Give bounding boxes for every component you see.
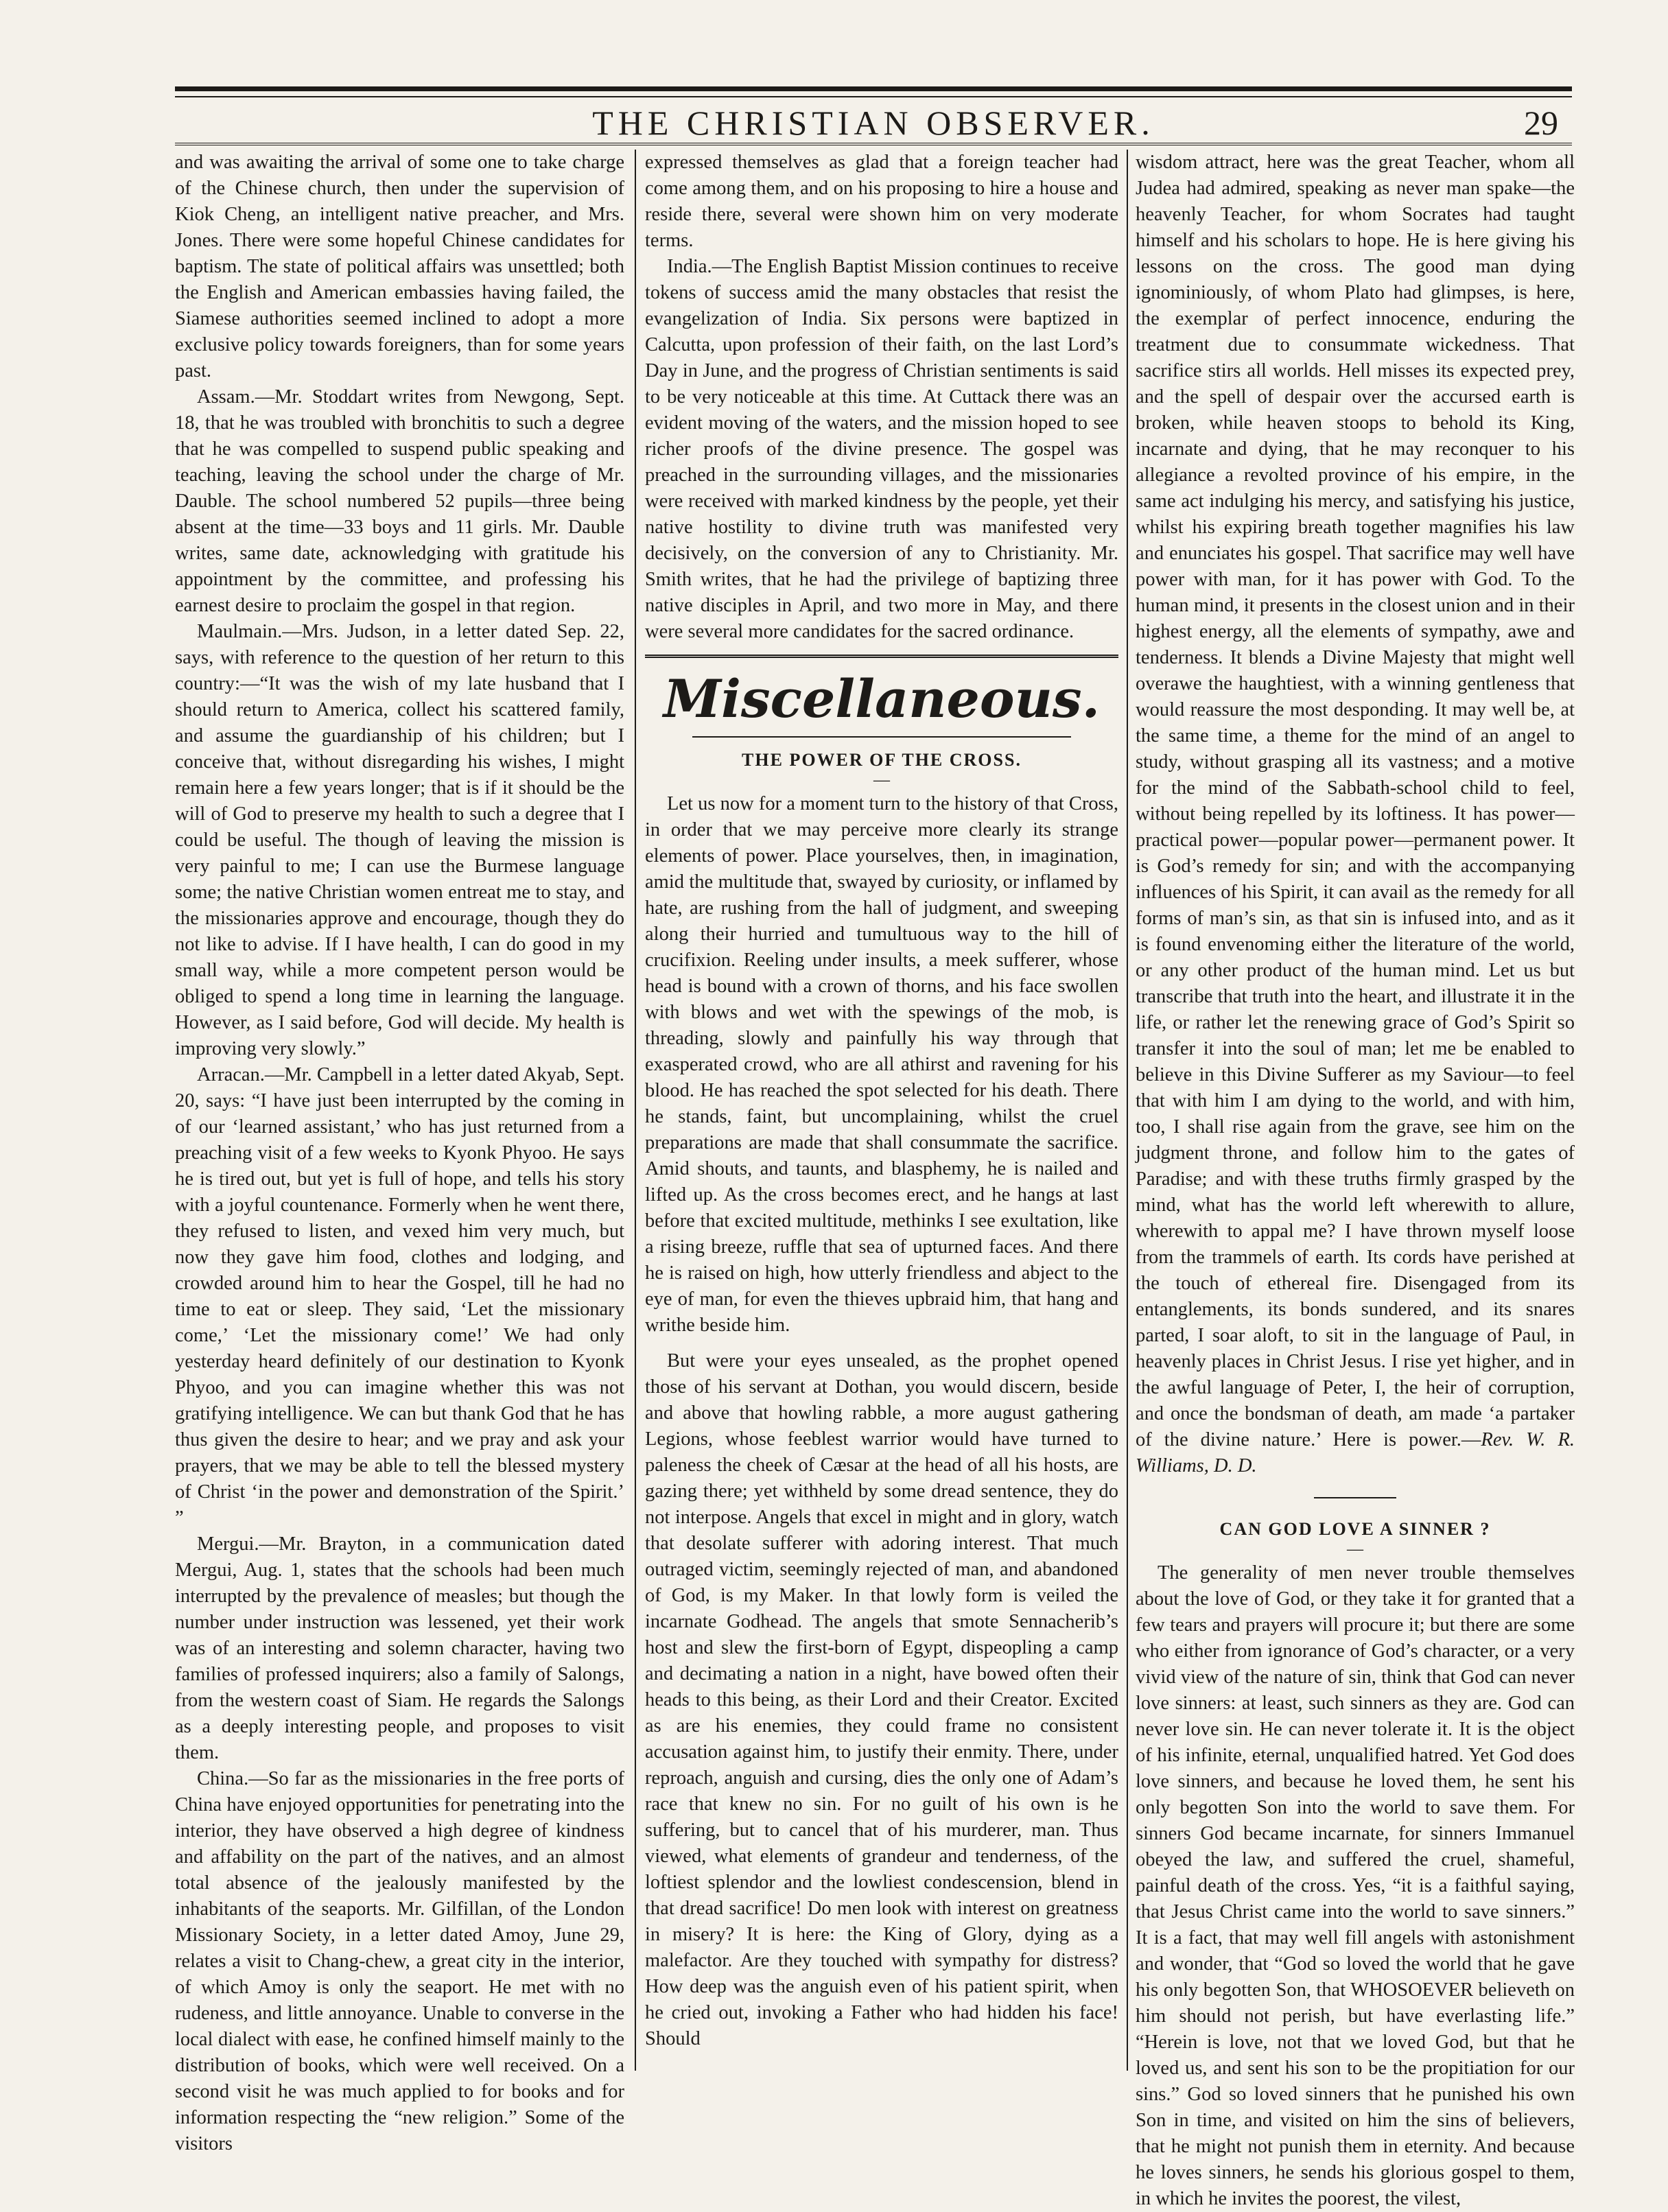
section-rule [645, 655, 1118, 658]
miscellany-heading: Miscellaneous. [663, 668, 1101, 729]
article-paragraph [1136, 150, 1575, 1479]
column-divider [635, 150, 636, 2071]
article-paragraph: Let us now for a moment turn to the history of that Cross, in order that we may perceive more clearly its strange elements of power. Place yourselves, then, in imagination, amid the multitude that, swayed by curiosity, or inflamed by hate, are rushing from the hall of judgment, and sweeping along their hurried and tumultuous way to the hill of crucifixion. Reeling under insults, a meek sufferer, whose head is bound with a crown of thorns, and his face swollen with blows and wet with the spewings of the mob, is threading, slowly and painfully his way through that exasperated crowd, who are all athirst and ravening for his blood. He has reached the spot selected for his death. There he stands, faint, but uncomplaining, whilst the cruel preparations are made that shall consummate the sacrifice. Amid shouts, and taunts, and blasphemy, he is nailed and lifted up. As the cross becomes erect, and he hangs at last before that excited multitude, methinks I see exultation, like a rising breeze, ruffle that sea of upturned faces. And there he is raised on high, how utterly friendless and abject to the eye of man, for even the thieves upbraid him, that hang and writhe beside him. [645, 793, 1118, 1336]
article-text: wisdom attract, here was the great Teacher, whom all Judea had admired, speaking as never man spake—the heavenly Teacher, for whom Socrates had taught himself and his scholars to hope. He is here giving his lessons on the cross. The good man dying ignominiously, of whom Plato had glimpses, is here, the exemplar of perfect innocence, enduring the treatment due to consummate wickedness. That sacrifice stirs all worlds. Hell misses its expected prey, and the spell of despair over the accursed earth is broken, while heaven stoops to behold its King, incarnate and dying, that he may reconquer to his allegiance a revolted province of his empire, in the same act indulging his mercy, and satisfying his justice, whilst his expiring breath together magnifies his law and enunciates his gospel. That sacrifice may well have power with man, for it has power with God. To the human mind, it presents in the closest union and in their highest energy, all the elements of sympathy, awe and tenderness. It blends a Divine Majesty that might well overawe the haughtiest, with a winning gentleness that would reassure the most desponding. It may well be, at the same time, a theme for the mind of an angel to study, without grasping all its vastness; and a motive for the mind of the Sabbath-school child to feel, without being repelled by its loftiness. It has power—practical power—popular power—permanent power. It is God’s remedy for sin; and with the accompanying influences of his Spirit, it can avail as the remedy for all forms of man’s sin, as that sin is infused into, and as it is found envenoming either the literature of the world, or any other product of the human mind. Let us but transcribe that truth into the heart, and illustrate it in the life, or rather let the renewing grace of God’s Spirit so transfer it into the soul of man; let me be enabled to believe in this Divine Sufferer as my Saviour—to feel that with him I am dying to the world, and with him, too, I shall rise again from the grave, see him on the judgment throne, and follow him to the gates of Paradise; and with these truths firmly grasped by the mind, what has the world left wherewith to allure, wherewith to appal me? I have thrown myself loose from the trammels of earth. Its cords have perished at the touch of ethereal fire. Disengaged from its entanglements, its bonds sundered, and its snares parted, I soar aloft, to sit in the language of Paul, in heavenly places in Christ Jesus. I rise yet higher, and in the awful language of Peter, I, the heir of corruption, and once the bondsman of death, am made ‘a partaker of the divine nature.’ Here is power.— [1136, 152, 1575, 1450]
article-title: CAN GOD LOVE A SINNER ? [1219, 1519, 1491, 1539]
page-number: 29 [1524, 104, 1558, 142]
paragraph-india: India.—The English Baptist Mission continues to receive tokens of success amid the many obstacles that resist the evangelization of India. Six persons were baptized in Calcutta, upon profession of their faith, on the last Lord’s Day in June, and the progress of Christian sentiments is said to be very noticeable at this time. At Cuttack there was an evident moving of the waters, and the mission hoped to see richer proofs of the divine presence. The gospel was preached in the surrounding villages, and the missionaries were received with marked kindness by the people, yet their native hostility to divine truth was manifested very decisively, on the conversion of any to Christianity. Mr. Smith writes, that he had the privilege of baptizing three native disciples in April, and two more in May, and there were several more candidates for the sacred ordinance. [645, 256, 1118, 642]
article-paragraph: The generality of men never trouble themselves about the love of God, or they take it for granted that a few tears and prayers will procure it; but there are some who either from ignorance of God’s character, or a very vivid view of the nature of sin, think that God can never love sinners: at least, such sinners as they are. God can never love sin. He can never tolerate it. It is the object of his infinite, eternal, unqualified hatred. Yet God does love sinners, and because he loved them, he sent his only begotten Son into the world to save them. For sinners God became incarnate, for sinners Immanuel obeyed the law, and suffered the cruel, shameful, painful death of the cross. Yes, “it is a faithful saying, that Jesus Christ came into the world to save sinners.” It is a fact, that may well fill angels with astonishment and wonder, that “God so loved the world that he gave his only begotten Son, that WHOSOEVER believeth on him should not perish, but have everlasting life.” “Herein is love, not that we loved God, but that he loved us, and sent his son to be the propitiation for our sins.” God so loved sinners that he punished his own Son in time, and visited on him the sins of believers, that he might not punish them in eternity. And because he loves sinners, he sends his glorious gospel to them, in which he invites the poorest, the vilest, [1136, 1562, 1575, 2209]
title-dash: — [873, 771, 890, 789]
top-rule [175, 86, 1572, 91]
header-rule [175, 143, 1572, 145]
paragraph-china: China.—So far as the missionaries in the free ports of China have enjoyed opportunities for penetrating into the interior, they have observed a high degree of kindness and affability on the part of the natives, and an almost total absence of the jealously manifested by the inhabitants of the seaports. Mr. Gilfillan, of the London Missionary Society, in a letter dated Amoy, June 29, relates a visit to Chang-chew, a great city in the interior, of which Amoy is only the seaport. He met with no rudeness, and little annoyance. Unable to converse in the local dialect with ease, he confined himself mainly to the distribution of books, which were well received. On a second visit he was much applied to for books and for information respecting the “new religion.” Some of the visitors [175, 1768, 624, 2154]
column-3 [1136, 150, 1575, 2209]
article-paragraph: But were your eyes unsealed, as the prophet opened those of his servant at Dothan, you would discern, beside and above that howling rabble, a more august gathering Legions, whose feeblest warrior would have turned to paleness the cheek of Cæsar at the head of all his hosts, are gazing there; yet withheld by some dread sentence, they do not interpose. Angels that excel in might and in glory, watch that desolate sufferer with adoring interest. That much outraged victim, seemingly rejected of man, and abandoned of God, is my Maker. In that lowly form is veiled the incarnate Godhead. The angels that smote Sennacherib’s host and slew the first-born of Egypt, dispeopling a camp and decimating a nation in a night, have bowed often their heads to this being, as their Lord and their Creator. Excited as are his enemies, they could frame no consistent accusation against him, to justify their enmity. There, under reproach, anguish and cursing, dies the only one of Adam’s race that knew no sin. For no guilt of his own is he suffering, but to cancel that of his murderer, man. Thus viewed, what elements of grandeur and tenderness, of the loftiest splendor and the lowliest condescension, blend in that dread sacrifice! Do men look with interest on greatness in misery? It is here: the King of Glory, dying as a malefactor. Are they touched with sympathy for distress? How deep was the anguish even of his patient spirit, when he cried out, invoking a Father who had hidden his face! Should [645, 1350, 1118, 2049]
column-1 [175, 150, 624, 2154]
article-separator [1314, 1497, 1396, 1498]
paragraph: expressed themselves as glad that a foreign teacher had come among them, and on his proposing to hire a house and reside there, several were shown him on very moderate terms. [645, 152, 1118, 251]
column-divider [1127, 150, 1128, 2071]
article-title: THE POWER OF THE CROSS. [742, 750, 1022, 770]
heading-underline [692, 736, 1071, 738]
article-signature: Rev. W. R. Williams, D. D. [1136, 1429, 1575, 1476]
paragraph: and was awaiting the arrival of some one to take charge of the Chinese church, then under the supervision of Kiok Cheng, an intelligent native preacher, and Mrs. Jones. There were some hopeful Chinese candidates for baptism. The state of political affairs was unsettled; both the English and American embassies having failed, the Siamese authorities seemed inclined to adopt a more exclusive policy towards foreigners, than for some years past. [175, 152, 624, 381]
journal-title: THE CHRISTIAN OBSERVER. [592, 104, 1155, 142]
paragraph-mergui: Mergui.—Mr. Brayton, in a communication dated Mergui, Aug. 1, states that the schools had been much interrupted by the prevalence of measles; but though the number under instruction was lessened, yet their work was of an interesting and solemn character, having two families of professed inquirers; also a family of Salongs, from the western coast of Siam. He regards the Salongs as a deeply interesting people, and proposes to visit them. [175, 1533, 624, 1763]
column-2 [645, 150, 1118, 2071]
title-dash: — [1347, 1540, 1363, 1558]
page-header [175, 103, 1572, 141]
paragraph-maulmain: Maulmain.—Mrs. Judson, in a letter dated Sep. 22, says, with reference to the question of her return to this country:—“It was the wish of my late husband that I should return to America, collect his scattered family, and assume the guardianship of his children; but I conceive that, without disregarding his wishes, I might remain here a few years longer; that is if it should be the will of God to preserve my health to such a degree that I could be useful. The though of leaving the mission is very painful to me; I can use the Burmese language some; the native Christian women entreat me to stay, and the missionaries approve and encourage, though they do not like to advise. If I have health, I can do good in my small way, while a more competent person would be obliged to spend a long time in learning the language. However, as I said before, God will decide. My health is improving very slowly.” [175, 621, 624, 1059]
paragraph-arracan: Arracan.—Mr. Campbell in a letter dated Akyab, Sept. 20, says: “I have just been interrupted by the coming in of our ‘learned assistant,’ who has just returned from a preaching visit of a few weeks to Kyonk Phyoo. He says he is tired out, but yet is full of hope, and tells his story with a joyful countenance. Formerly when he went there, they refused to listen, and vexed him very much, but now they gave him food, clothes and lodging, and crowded around him to hear the Gospel, till he had no time to eat or sleep. They said, ‘Let the missionary come,’ ‘Let the missionary come!’ We had only yesterday heard definitely of our destination to Kyonk Phyoo, and you can imagine whether this was not gratifying intelligence. We can but thank God that he has thus given the desire to hear; and we pray and ask your prayers, that we may be able to tell the blessed mystery of Christ ‘in the power and demonstration of the Spirit.’ ” [175, 1064, 624, 1529]
top-rule-thin [175, 96, 1572, 97]
paragraph-assam: Assam.—Mr. Stoddart writes from Newgong, Sept. 18, that he was troubled with bronchitis to such a degree that he was compelled to suspend public speaking and teaching, leaving the school under the charge of Mr. Dauble. The school numbered 52 pupils—three being absent at the time—33 boys and 11 girls. Mr. Dauble writes, same date, acknowledging with gratitude his appointment by the committee, and professing his earnest desire to proclaim the gospel in that region. [175, 386, 624, 616]
